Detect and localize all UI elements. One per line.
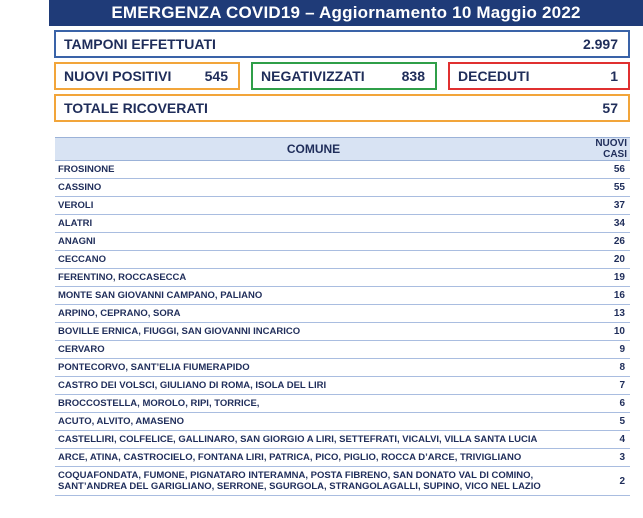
table-row [55, 449, 630, 467]
column-header-nuovi-casi: NUOVI CASI [572, 138, 630, 161]
nuovi-casi-cell: 55 [572, 179, 630, 197]
negativizzati-value: 838 [401, 68, 425, 84]
comune-cell: COQUAFONDATA, FUMONE, PIGNATARO INTERAMNA, POSTA FIBRENO, SAN DONATO VAL DI COMINO, SANT’ANDREA DEL GARIGLIANO, SERRONE, SGURGOLA, STRANGOLAGALLI, SUPINO, VICO NEL LAZIO [55, 467, 572, 496]
table-row [55, 179, 630, 197]
tamponi-label: TAMPONI EFFETTUATI [64, 36, 216, 52]
nuovi-casi-cell: 13 [572, 305, 630, 323]
comune-cell: CECCANO [55, 251, 572, 269]
totale-ricoverati-label: TOTALE RICOVERATI [64, 100, 208, 116]
deceduti-label: DECEDUTI [458, 68, 530, 84]
table-row [55, 431, 630, 449]
nuovi-casi-cell: 6 [572, 395, 630, 413]
negativizzati-box [251, 62, 437, 90]
nuovi-casi-cell: 2 [572, 467, 630, 496]
nuovi-casi-cell: 20 [572, 251, 630, 269]
nuovi-casi-cell: 7 [572, 377, 630, 395]
comune-cell: CASTRO DEI VOLSCI, GIULIANO DI ROMA, ISOLA DEL LIRI [55, 377, 572, 395]
comune-cell: FERENTINO, ROCCASECCA [55, 269, 572, 287]
totale-ricoverati-value: 57 [602, 100, 618, 116]
nuovi-casi-cell: 3 [572, 449, 630, 467]
comune-cell: ARPINO, CEPRANO, SORA [55, 305, 572, 323]
table-row [55, 359, 630, 377]
totale-ricoverati-box [54, 94, 630, 122]
negativizzati-label: NEGATIVIZZATI [261, 68, 365, 84]
nuovi-positivi-box [54, 62, 240, 90]
comune-cell: ACUTO, ALVITO, AMASENO [55, 413, 572, 431]
table-row [55, 269, 630, 287]
comune-cell: MONTE SAN GIOVANNI CAMPANO, PALIANO [55, 287, 572, 305]
table-header-row [55, 138, 630, 161]
nuovi-casi-cell: 56 [572, 161, 630, 179]
deceduti-value: 1 [610, 68, 618, 84]
table-row [55, 251, 630, 269]
nuovi-casi-cell: 10 [572, 323, 630, 341]
comune-cell: ARCE, ATINA, CASTROCIELO, FONTANA LIRI, PATRICA, PICO, PIGLIO, ROCCA D’ARCE, TRIVIGLIANO [55, 449, 572, 467]
table-row [55, 413, 630, 431]
deceduti-box [448, 62, 630, 90]
comune-cell: ANAGNI [55, 233, 572, 251]
tamponi-value: 2.997 [582, 36, 618, 52]
table-row [55, 161, 630, 179]
table-row [55, 305, 630, 323]
page-title: EMERGENZA COVID19 – Aggiornamento 10 Maggio 2022 [49, 0, 643, 26]
comune-cell: CASSINO [55, 179, 572, 197]
table-row [55, 215, 630, 233]
table-row [55, 467, 630, 496]
nuovi-casi-cell: 34 [572, 215, 630, 233]
comune-cell: BOVILLE ERNICA, FIUGGI, SAN GIOVANNI INCARICO [55, 323, 572, 341]
comune-cell: VEROLI [55, 197, 572, 215]
comune-cell: BROCCOSTELLA, MOROLO, RIPI, TORRICE, [55, 395, 572, 413]
column-header-comune: COMUNE [55, 138, 572, 161]
table-row [55, 395, 630, 413]
nuovi-casi-cell: 4 [572, 431, 630, 449]
nuovi-casi-cell: 37 [572, 197, 630, 215]
table-row [55, 377, 630, 395]
table-row [55, 287, 630, 305]
tamponi-box [54, 30, 630, 58]
comune-cell: CASTELLIRI, COLFELICE, GALLINARO, SAN GIORGIO A LIRI, SETTEFRATI, VICALVI, VILLA SANTA LUCIA [55, 431, 572, 449]
comune-cell: PONTECORVO, SANT’ELIA FIUMERAPIDO [55, 359, 572, 377]
table-row [55, 341, 630, 359]
nuovi-casi-cell: 5 [572, 413, 630, 431]
nuovi-positivi-value: 545 [204, 68, 228, 84]
nuovi-casi-cell: 16 [572, 287, 630, 305]
nuovi-casi-cell: 19 [572, 269, 630, 287]
nuovi-casi-cell: 26 [572, 233, 630, 251]
comuni-table [55, 137, 630, 496]
comune-cell: ALATRI [55, 215, 572, 233]
nuovi-casi-cell: 8 [572, 359, 630, 377]
table-row [55, 233, 630, 251]
comune-cell: FROSINONE [55, 161, 572, 179]
table-row [55, 323, 630, 341]
nuovi-casi-cell: 9 [572, 341, 630, 359]
nuovi-positivi-label: NUOVI POSITIVI [64, 68, 172, 84]
table-row [55, 197, 630, 215]
comune-cell: CERVARO [55, 341, 572, 359]
